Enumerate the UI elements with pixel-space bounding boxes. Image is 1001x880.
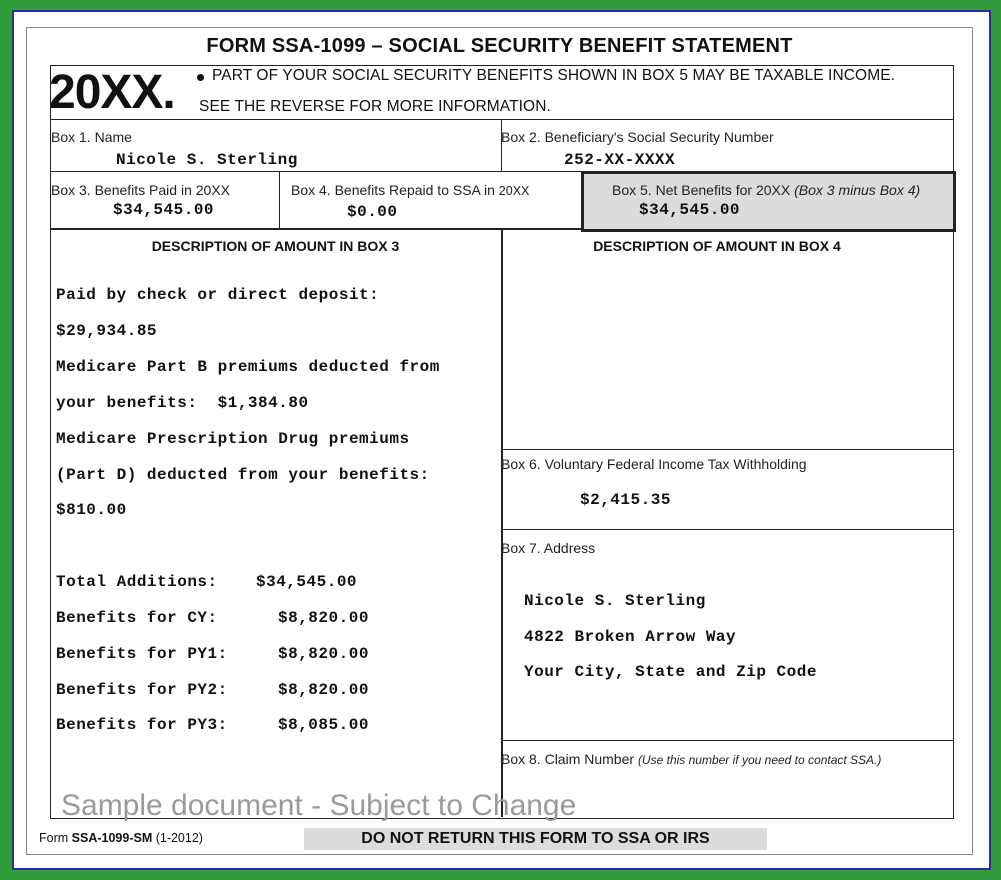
- desc3-line: $810.00: [56, 501, 127, 519]
- do-not-return-notice: DO NOT RETURN THIS FORM TO SSA OR IRS: [304, 828, 767, 850]
- bullet-icon: [197, 74, 204, 81]
- note-reverse: SEE THE REVERSE FOR MORE INFORMATION.: [199, 98, 551, 115]
- box8-note: (Use this number if you need to contact SSA.): [637, 753, 882, 767]
- box4-label-text: Box 4. Benefits Repaid to SSA in: [291, 182, 499, 198]
- box4-amount: $0.00: [347, 203, 398, 221]
- box7-label: Box 7. Address: [501, 540, 596, 556]
- total-label: Benefits for PY2:: [56, 681, 228, 699]
- box8-label: [501, 751, 881, 767]
- desc3-line: (Part D) deducted from your benefits:: [56, 466, 430, 484]
- box5-amount: $34,545.00: [639, 201, 741, 219]
- desc3-line: Medicare Prescription Drug premiums: [56, 430, 410, 448]
- divider: [501, 119, 502, 171]
- divider: [502, 529, 954, 530]
- total-value: $8,820.00: [278, 645, 369, 663]
- form-id-prefix: Form: [39, 831, 72, 845]
- address-line: Your City, State and Zip Code: [524, 663, 817, 681]
- address-line: Nicole S. Sterling: [524, 592, 706, 610]
- total-value: $8,820.00: [278, 609, 369, 627]
- desc3-line: Medicare Part B premiums deducted from: [56, 358, 440, 376]
- divider: [50, 119, 954, 120]
- box6-label: Box 6. Voluntary Federal Income Tax Withholding: [501, 456, 807, 472]
- form-page: [26, 27, 973, 855]
- box3-amount: $34,545.00: [113, 201, 215, 219]
- desc3-heading: DESCRIPTION OF AMOUNT IN BOX 3: [151, 238, 400, 254]
- box2-label: Box 2. Beneficiary's Social Security Number: [501, 129, 774, 145]
- divider: [279, 171, 280, 228]
- total-label: Benefits for PY3:: [56, 716, 228, 734]
- box1-label: Box 1. Name: [51, 129, 132, 145]
- box4-label: [291, 182, 529, 198]
- sample-watermark: Sample document - Subject to Change: [61, 789, 577, 822]
- total-value: $34,545.00: [256, 573, 358, 591]
- box5-label-text: Box 5. Net Benefits for 20XX: [612, 182, 795, 198]
- divider: [502, 740, 954, 741]
- box2-ssn: 252-XX-XXXX: [564, 151, 676, 169]
- address-line: 4822 Broken Arrow Way: [524, 628, 737, 646]
- desc3-line: your benefits: $1,384.80: [56, 394, 309, 412]
- desc4-heading: DESCRIPTION OF AMOUNT IN BOX 4: [593, 238, 841, 254]
- total-label: Total Additions:: [56, 573, 218, 591]
- box8-label-text: Box 8. Claim Number: [501, 751, 638, 767]
- box4-label-year: 20XX: [498, 184, 530, 198]
- desc3-line: Paid by check or direct deposit:: [56, 286, 380, 304]
- form-id-rev: (1-2012): [152, 831, 203, 845]
- total-value: $8,820.00: [278, 681, 369, 699]
- note-taxable: PART OF YOUR SOCIAL SECURITY BENEFITS SHOWN IN BOX 5 MAY BE TAXABLE INCOME.: [212, 67, 896, 84]
- box6-amount: $2,415.35: [580, 491, 671, 509]
- box1-name: Nicole S. Sterling: [116, 151, 298, 169]
- form-id: [39, 831, 203, 845]
- box5-label: [612, 182, 920, 198]
- box3-label: Box 3. Benefits Paid in 20XX: [51, 182, 230, 198]
- tax-year: 20XX.: [49, 66, 175, 119]
- box5-label-note: (Box 3 minus Box 4): [794, 182, 921, 198]
- divider: [501, 228, 503, 817]
- total-label: Benefits for PY1:: [56, 645, 228, 663]
- desc3-line: $29,934.85: [56, 322, 158, 340]
- form-id-code: SSA-1099-SM: [71, 831, 153, 845]
- total-value: $8,085.00: [278, 716, 369, 734]
- divider: [502, 449, 954, 450]
- form-title: FORM SSA-1099 – SOCIAL SECURITY BENEFIT STATEMENT: [206, 35, 793, 57]
- total-label: Benefits for CY:: [56, 609, 218, 627]
- box5-highlight: [581, 171, 956, 232]
